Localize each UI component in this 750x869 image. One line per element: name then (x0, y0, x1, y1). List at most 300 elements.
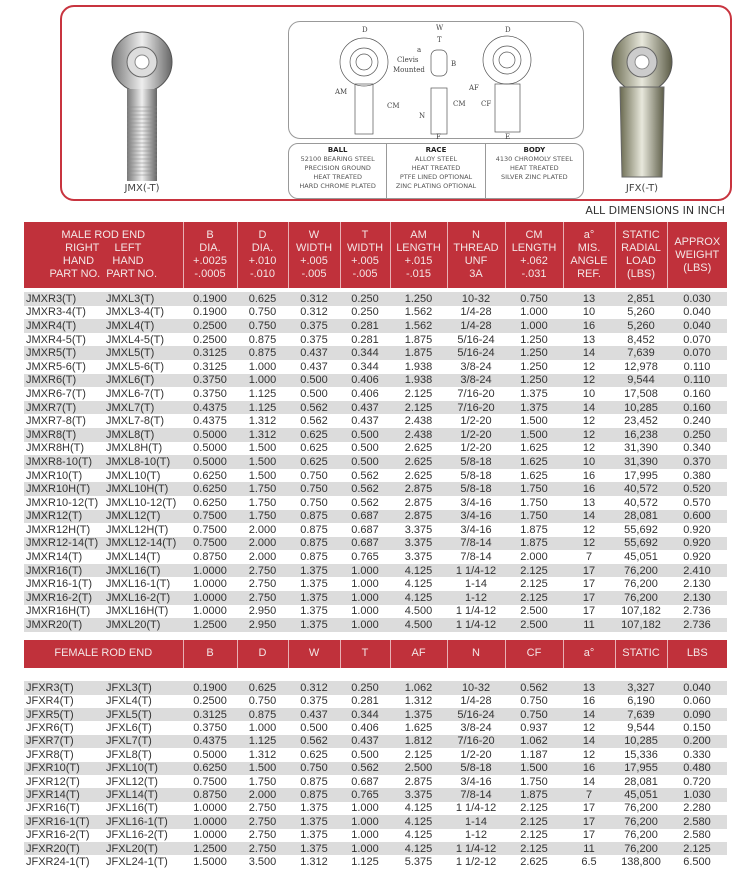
table-cell: 2.000 (237, 788, 288, 801)
table-cell: 4.125 (404, 829, 433, 842)
table-cell: 0.3750 (183, 374, 237, 388)
table-cell: 2.125 (404, 748, 433, 761)
table-row (24, 360, 727, 374)
svg-text:F: F (436, 133, 441, 140)
table-cell: 0.160 (667, 401, 727, 415)
table-cell: 9,544 (615, 374, 667, 388)
left-hand-part-no: JMXL16(T) (104, 564, 183, 578)
svg-text:AF: AF (469, 84, 479, 92)
table-cell: 12 (563, 374, 615, 388)
table-cell: 1.062 (390, 681, 447, 694)
table-cell: 1.875 (390, 346, 447, 360)
left-hand-part-no: JMXL6(T) (104, 374, 183, 388)
table-cell: 0.7500 (193, 775, 227, 788)
table-cell: 45,051 (615, 788, 667, 801)
svg-text:Clevis: Clevis (397, 56, 419, 64)
table-cell: 76,200 (615, 564, 667, 578)
left-hand-part-no: JFXL12(T) (106, 775, 158, 788)
right-hand-part-no: JFXR12(T) (26, 775, 80, 788)
table-cell: 2.130 (683, 578, 711, 591)
table-cell: 1.500 (520, 415, 548, 428)
table-cell: 4.125 (390, 591, 447, 605)
left-hand-part-no: JMXL12(T) (104, 510, 183, 524)
left-hand-part-no: JFXL10(T) (104, 762, 183, 775)
table-cell: 1.000 (340, 591, 390, 605)
table-cell: 3,327 (615, 681, 667, 694)
table-cell: 17 (582, 578, 596, 591)
table-cell: 1.000 (237, 374, 288, 388)
table-cell: 0.875 (237, 346, 288, 360)
table-cell: 1 1/4-12 (447, 842, 505, 855)
table-cell: 2.750 (248, 578, 277, 591)
table-cell: 2.736 (667, 618, 727, 632)
table-cell: 1.750 (505, 510, 563, 524)
table-cell: 0.200 (667, 735, 727, 748)
table-cell: 0.150 (683, 722, 711, 735)
table-cell: 0.625 (288, 428, 340, 442)
table-row (24, 319, 727, 333)
table-cell: 7 (585, 551, 593, 564)
left-hand-part-no: JMXL7-8(T) (106, 415, 165, 428)
svg-text:T: T (437, 36, 442, 44)
right-hand-part-no: JMXR12(T) (24, 510, 104, 524)
table-cell: 0.687 (351, 775, 379, 788)
table-cell: 2.580 (683, 829, 711, 842)
table-cell: 1.500 (505, 762, 563, 775)
table-cell: 76,200 (615, 815, 667, 828)
table-row (24, 748, 727, 761)
table-cell: 1.125 (351, 856, 379, 868)
table-cell: 5/16-24 (457, 333, 495, 346)
table-cell: 0.500 (288, 374, 340, 388)
table-cell: 0.340 (683, 442, 711, 455)
table-cell: 0.625 (237, 292, 288, 306)
table-cell: 0.406 (351, 722, 379, 735)
left-hand-part-no: JMXL12H(T) (106, 523, 169, 536)
table-cell: 2.125 (505, 842, 563, 855)
table-cell: 0.875 (300, 551, 328, 564)
right-hand-part-no: JMXR3(T) (24, 292, 104, 306)
left-hand-part-no: JMXL8-10(T) (104, 455, 183, 469)
table-cell: 0.312 (288, 292, 340, 306)
column-header: STATIC RADIAL LOAD (LBS) (615, 222, 667, 288)
table-cell: 2.950 (248, 605, 277, 618)
table-cell: 2.625 (404, 469, 433, 482)
table-cell: 2.125 (505, 564, 563, 578)
column-header: N (447, 640, 505, 668)
table-cell: 4.500 (404, 605, 433, 618)
table-cell: 0.370 (667, 455, 727, 469)
column-header: LBS (667, 640, 727, 668)
table-cell: 0.765 (351, 551, 379, 564)
table-cell: 12 (582, 748, 596, 761)
table-cell: 0.2500 (193, 695, 227, 708)
table-cell: 16 (582, 469, 596, 482)
table-cell: 10 (582, 306, 596, 319)
right-hand-part-no: JMXR16H(T) (26, 605, 91, 618)
table-cell: 0.375 (288, 319, 340, 333)
table-cell: 1.375 (300, 829, 328, 842)
table-cell: 1.375 (520, 387, 548, 400)
right-hand-part-no: JMXR12H(T) (26, 523, 91, 536)
left-hand-part-no: JMXL10-12(T) (106, 496, 177, 509)
right-hand-part-no: JMXR3-4(T) (26, 306, 86, 319)
svg-text:N: N (419, 112, 426, 120)
table-row (24, 815, 727, 828)
table-row (24, 387, 727, 401)
svg-text:B: B (451, 60, 457, 68)
table-cell: 1.2500 (183, 842, 237, 855)
left-hand-part-no: JMXL6-7(T) (106, 387, 165, 400)
table-cell: 2.438 (390, 428, 447, 442)
table-cell: 1.000 (351, 829, 379, 842)
column-header: AM LENGTH +.015 -.015 (390, 222, 447, 288)
table-cell: 1.500 (248, 469, 277, 482)
table-cell: 17 (563, 564, 615, 578)
table-cell: 12 (563, 428, 615, 442)
table-cell: 1.0000 (183, 815, 237, 828)
table-cell: 1.312 (248, 415, 277, 428)
column-header: MALE ROD END RIGHT LEFT HAND HAND PART NO. PART NO. (24, 222, 183, 288)
table-cell: 1.375 (505, 401, 563, 415)
table-cell: 3/8-24 (460, 360, 492, 373)
table-cell: 28,081 (624, 775, 658, 788)
column-header: FEMALE ROD END (24, 640, 183, 668)
table-cell: 1.750 (237, 482, 288, 496)
table-row (24, 442, 727, 456)
left-hand-part-no: JFXL3(T) (104, 681, 183, 694)
table-cell: 0.281 (351, 333, 379, 346)
left-hand-part-no: JMXL5-6(T) (106, 360, 165, 373)
table-row (24, 292, 727, 306)
table-cell: 0.7500 (193, 523, 227, 536)
table-cell: 1/2-20 (460, 748, 492, 761)
table-cell: 0.437 (288, 708, 340, 721)
table-cell: 2.125 (667, 842, 727, 855)
spec-tables (24, 222, 727, 869)
table-cell: 0.750 (505, 292, 563, 306)
table-cell: 1.812 (390, 735, 447, 748)
table-cell: 13 (582, 496, 596, 509)
table-cell: 0.3125 (183, 708, 237, 721)
table-cell: 40,572 (615, 482, 667, 496)
left-hand-part-no: JMXL16-1(T) (106, 578, 171, 591)
table-cell: 0.720 (683, 775, 711, 788)
table-cell: 2.750 (237, 564, 288, 578)
left-hand-part-no: JMXL5(T) (104, 346, 183, 360)
table-cell: 0.750 (300, 496, 328, 509)
table-cell: 0.3750 (193, 722, 227, 735)
table-cell: 0.562 (351, 469, 379, 482)
table-cell: 0.110 (667, 374, 727, 388)
table-cell: 0.281 (340, 319, 390, 333)
table-cell: 1.000 (351, 578, 379, 591)
column-header: CF (505, 640, 563, 668)
table-cell: 2.875 (390, 510, 447, 524)
table-cell: 1.750 (237, 510, 288, 524)
table-cell: 4.500 (390, 618, 447, 632)
left-hand-part-no: JMXL14(T) (106, 551, 161, 564)
table-cell: 0.240 (683, 415, 711, 428)
table-cell: 0.875 (248, 333, 277, 346)
left-hand-part-no: JFXL5(T) (104, 708, 183, 721)
table-cell: 5/8-18 (447, 455, 505, 469)
table-cell: 7/16-20 (447, 401, 505, 415)
table-cell: 11 (563, 842, 615, 855)
table-cell: 16 (563, 319, 615, 333)
table-cell: 76,200 (624, 802, 658, 815)
female-rod-end-table (24, 640, 727, 869)
table-cell: 0.920 (683, 551, 711, 564)
table-cell: 0.750 (288, 762, 340, 775)
table-cell: 0.937 (520, 722, 548, 735)
right-hand-part-no: JMXR5(T) (24, 346, 104, 360)
table-cell: 1.375 (288, 842, 340, 855)
table-cell: 0.406 (340, 374, 390, 388)
table-cell: 3/4-16 (460, 496, 492, 509)
left-hand-part-no: JFXL16-1(T) (104, 815, 183, 828)
table-row (24, 618, 727, 632)
table-cell: 0.750 (288, 482, 340, 496)
table-cell: 1.500 (248, 442, 277, 455)
table-cell: 0.6250 (193, 496, 227, 509)
table-cell: 0.070 (667, 346, 727, 360)
right-hand-part-no: JMXR10(T) (26, 469, 83, 482)
table-cell: 1.562 (404, 306, 433, 319)
table-cell: 1.250 (520, 360, 548, 373)
table-cell: 76,200 (624, 578, 658, 591)
table-cell: 2.625 (404, 442, 433, 455)
table-cell: 0.437 (340, 735, 390, 748)
table-row (24, 523, 727, 537)
table-cell: 0.625 (288, 455, 340, 469)
right-hand-part-no: JMXR16(T) (24, 564, 104, 578)
table-cell: 14 (563, 346, 615, 360)
units-note: ALL DIMENSIONS IN INCH (585, 204, 725, 217)
table-cell: 1.0000 (193, 605, 227, 618)
right-hand-part-no: JFXR16-1(T) (24, 815, 104, 828)
table-row (24, 775, 727, 788)
table-cell: 0.562 (288, 735, 340, 748)
table-cell: 0.344 (340, 708, 390, 721)
table-cell: 1.125 (248, 387, 277, 400)
table-cell: 2.438 (404, 415, 433, 428)
table-cell: 1 1/2-12 (455, 856, 497, 868)
table-cell: 0.160 (683, 387, 711, 400)
table-row (24, 482, 727, 496)
table-cell: 16 (563, 762, 615, 775)
table-cell: 10-32 (447, 681, 505, 694)
table-cell: 0.5000 (193, 748, 227, 761)
table-cell: 17 (563, 591, 615, 605)
table-cell: 1/4-28 (460, 695, 492, 708)
table-cell: 7/8-14 (460, 551, 492, 564)
table-cell: 1.250 (520, 333, 548, 346)
male-rod-end-table (24, 222, 727, 632)
right-hand-part-no: JFXR6(T) (26, 722, 74, 735)
material-race: RACE ALLOY STEEL HEAT TREATED PTFE LINED OPTIONAL ZINC PLATING OPTIONAL (386, 144, 484, 198)
table-cell: 0.500 (340, 455, 390, 469)
right-hand-part-no: JMXR6(T) (24, 374, 104, 388)
table-cell: 0.312 (288, 681, 340, 694)
table-cell: 1-12 (465, 829, 488, 842)
table-cell: 3/4-16 (447, 510, 505, 524)
table-row (24, 537, 727, 551)
left-hand-part-no: JFXL7(T) (104, 735, 183, 748)
left-hand-part-no: JFXL20(T) (104, 842, 183, 855)
table-cell: 1 1/4-12 (455, 605, 497, 618)
table-cell: 1.250 (505, 346, 563, 360)
right-hand-part-no: JMXR4-5(T) (26, 333, 86, 346)
table-row (24, 708, 727, 721)
table-cell: 0.437 (351, 415, 379, 428)
table-cell: 0.5000 (183, 428, 237, 442)
table-cell: 0.562 (340, 762, 390, 775)
left-hand-part-no: JMXL16H(T) (106, 605, 169, 618)
table-cell: 1.250 (505, 374, 563, 388)
column-header: T WIDTH +.005 -.005 (340, 222, 390, 288)
table-cell: 2.500 (390, 762, 447, 775)
table-cell: 1.125 (237, 401, 288, 415)
right-hand-part-no: JMXR8-10(T) (24, 455, 104, 469)
table-cell: 55,692 (624, 523, 658, 536)
table-cell: 7/16-20 (447, 735, 505, 748)
table-row (24, 788, 727, 801)
right-hand-part-no: JMXR4(T) (24, 319, 104, 333)
table-cell: 0.765 (340, 788, 390, 801)
table-cell: 0.562 (300, 415, 328, 428)
table-cell: 1.187 (520, 748, 548, 761)
table-cell: 1.500 (505, 428, 563, 442)
table-cell: 5/8-18 (447, 762, 505, 775)
table-cell: 0.6250 (193, 469, 227, 482)
table-cell: 2.000 (248, 551, 277, 564)
table-cell: 0.040 (683, 306, 711, 319)
table-cell: 8,452 (627, 333, 655, 346)
table-cell: 0.750 (237, 319, 288, 333)
table-cell: 0.110 (683, 360, 711, 373)
table-cell: 45,051 (624, 551, 658, 564)
table-cell: 0.687 (351, 523, 379, 536)
right-hand-part-no: JFXR16-2(T) (26, 829, 90, 842)
table-cell: 0.250 (340, 292, 390, 306)
table-cell: 10,285 (615, 735, 667, 748)
table-cell: 0.625 (300, 748, 328, 761)
svg-text:CM: CM (453, 100, 466, 108)
table-cell: 2.875 (404, 775, 433, 788)
left-hand-part-no: JMXL4-5(T) (106, 333, 165, 346)
left-hand-part-no: JFXL4(T) (106, 695, 152, 708)
table-cell: 4.125 (404, 802, 433, 815)
table-row (24, 333, 727, 347)
table-cell: 1.500 (237, 762, 288, 775)
male-product-label: JMX(-T) (124, 183, 160, 194)
materials-table (288, 143, 584, 199)
table-cell: 107,182 (615, 618, 667, 632)
table-cell: 1-14 (447, 815, 505, 828)
table-cell: 2.125 (520, 802, 548, 815)
table-cell: 2.410 (667, 564, 727, 578)
table-cell: 1.2500 (183, 618, 237, 632)
table-cell: 0.4375 (183, 401, 237, 415)
table-cell: 1/2-20 (447, 428, 505, 442)
column-header: B DIA. +.0025 -.0005 (183, 222, 237, 288)
left-hand-part-no: JMXL10(T) (106, 469, 161, 482)
svg-text:AM: AM (335, 88, 348, 96)
table-cell: 1.375 (300, 802, 328, 815)
table-cell: 14 (563, 510, 615, 524)
column-header: a° (563, 640, 615, 668)
table-cell: 16 (582, 695, 596, 708)
table-cell: 0.1900 (193, 306, 227, 319)
table-row (24, 455, 727, 469)
table-cell: 0.687 (340, 537, 390, 551)
table-cell: 1.875 (505, 788, 563, 801)
table-cell: 2.500 (505, 618, 563, 632)
left-hand-part-no: JFXL24-1(T) (106, 856, 168, 868)
table-cell: 1.375 (288, 591, 340, 605)
table-cell: 1.000 (248, 722, 277, 735)
right-hand-part-no: JMXR10-12(T) (26, 496, 99, 509)
dimension-diagram (288, 21, 584, 139)
left-hand-part-no: JFXL14(T) (104, 788, 183, 801)
table-cell: 0.8750 (193, 551, 227, 564)
table-cell: 1.375 (300, 605, 328, 618)
table-cell: 14 (563, 401, 615, 415)
table-cell: 7 (563, 788, 615, 801)
table-cell: 1-14 (464, 578, 488, 591)
right-hand-part-no: JFXR5(T) (24, 708, 104, 721)
table-cell: 1.030 (667, 788, 727, 801)
table-cell: 1.562 (390, 319, 447, 333)
table-cell: 15,336 (624, 748, 658, 761)
table-cell: 1.5000 (193, 856, 227, 868)
left-hand-part-no: JMXL7(T) (104, 401, 183, 415)
left-hand-part-no: JMXL4(T) (104, 319, 183, 333)
right-hand-part-no: JMXR6-7(T) (26, 387, 86, 400)
table-cell: 0.3125 (183, 346, 237, 360)
table-row (24, 591, 727, 605)
right-hand-part-no: JMXR16-1(T) (26, 578, 93, 591)
right-hand-part-no: JMXR16-2(T) (24, 591, 104, 605)
table-cell: 0.375 (300, 695, 328, 708)
table-cell: 1/2-20 (460, 415, 492, 428)
table-cell: 76,200 (615, 842, 667, 855)
table-cell: 23,452 (624, 415, 658, 428)
table-cell: 2.875 (390, 482, 447, 496)
table-cell: 14 (582, 775, 596, 788)
table-cell: 1.938 (404, 360, 433, 373)
table-cell: 1.250 (390, 292, 447, 306)
table-cell: 0.562 (505, 681, 563, 694)
table-cell: 0.750 (300, 469, 328, 482)
table-cell: 2.280 (683, 802, 711, 815)
table-cell: 0.570 (683, 496, 711, 509)
table-cell: 1-12 (447, 591, 505, 605)
table-cell: 0.500 (351, 442, 379, 455)
table-cell: 1.312 (237, 428, 288, 442)
table-cell: 0.480 (667, 762, 727, 775)
column-header: N THREAD UNF 3A (447, 222, 505, 288)
table-cell: 2.750 (248, 829, 277, 842)
right-hand-part-no: JFXR20(T) (24, 842, 104, 855)
table-cell: 0.5000 (193, 442, 227, 455)
table-cell: 1.750 (505, 482, 563, 496)
table-cell: 0.2500 (183, 319, 237, 333)
right-hand-part-no: JFXR14(T) (24, 788, 104, 801)
table-cell: 1.312 (300, 856, 328, 868)
table-cell: 3.375 (404, 523, 433, 536)
